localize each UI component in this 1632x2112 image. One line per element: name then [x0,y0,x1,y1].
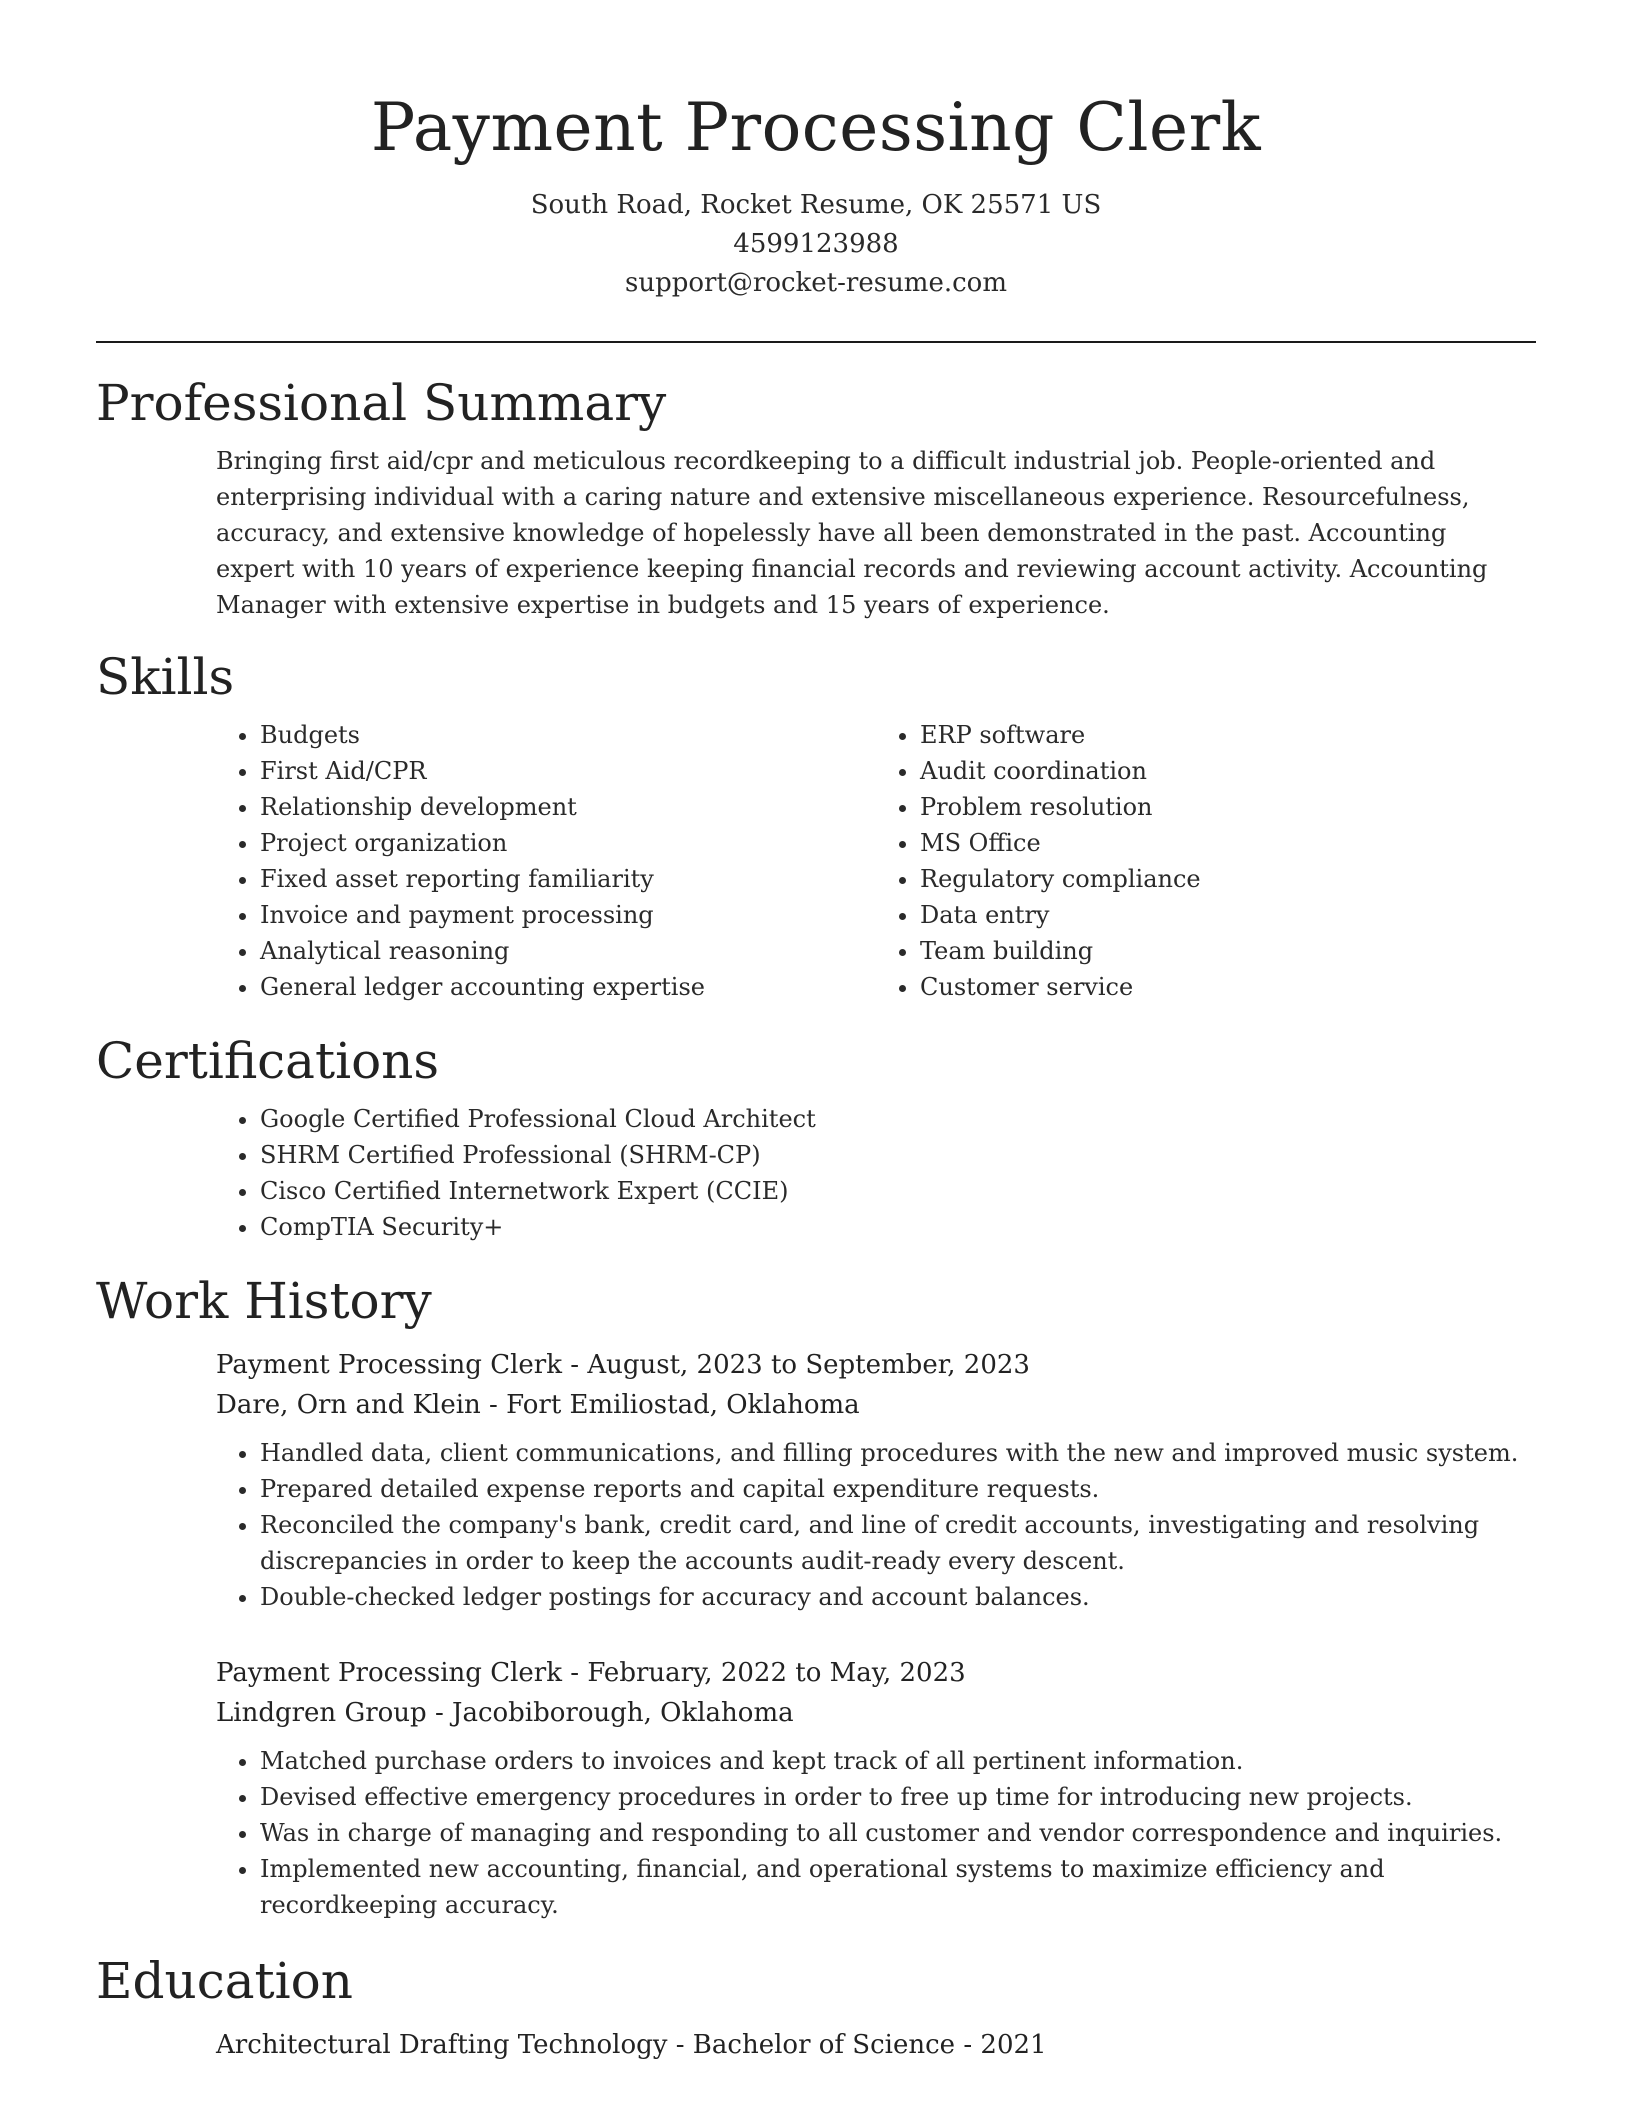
education-list [96,2025,1536,2065]
job-company-line [216,1385,1536,1425]
skills-list-right [876,717,1536,1005]
work-history-section [96,1269,1536,1923]
job-title: Payment Processing Clerk [216,1350,562,1380]
skill-item: • MS Office [920,825,1536,861]
job-bullets [216,1435,1536,1615]
skill-item: • Budgets [260,717,876,753]
skill-item: • Problem resolution [920,789,1536,825]
job-bullet: • Handled data, client communications, and filling procedures with the new and improved music system. [260,1435,1536,1471]
certifications-list [216,1101,1536,1245]
jobs-list [96,1345,1536,1923]
address: South Road, Rocket Resume, OK 25571 US [530,190,1102,220]
separator: - [426,1698,453,1728]
job-company: Lindgren Group [216,1698,427,1728]
job-bullet: • Prepared detailed expense reports and capital expenditure requests. [260,1471,1536,1507]
job-bullet: • Reconciled the company's bank, credit card, and line of credit accounts, investigating and resolving discrepancies in order to keep the accounts audit-ready every descent. [260,1507,1536,1579]
skill-item: • First Aid/CPR [260,753,876,789]
job-entry [216,1653,1536,1923]
skill-item: • Regulatory compliance [920,861,1536,897]
certification-item: • Google Certified Professional Cloud Architect [260,1101,1536,1137]
section-title-skills: Skills [96,648,235,706]
separator: - [480,1390,507,1420]
skill-item: • Project organization [260,825,876,861]
phone: 4599123988 [733,229,899,259]
skill-item: • Relationship development [260,789,876,825]
job-dates: February, 2022 to May, 2023 [587,1658,966,1688]
skill-item: • Invoice and payment processing [260,897,876,933]
section-title-education: Education [96,1952,353,2010]
education-field: Architectural Drafting Technology [216,2030,668,2060]
job-title-line [216,1653,1536,1693]
job-bullet: • Matched purchase orders to invoices and kept track of all pertinent information. [260,1743,1536,1779]
skill-item: • Analytical reasoning [260,933,876,969]
certification-item: • CompTIA Security+ [260,1209,1536,1245]
education-degree: Bachelor of Science [692,2030,956,2060]
job-bullet: • Devised effective emergency procedures in order to free up time for introducing new projects. [260,1779,1536,1815]
job-dates: August, 2023 to September, 2023 [587,1350,1030,1380]
section-title-work-history: Work History [96,1272,432,1330]
separator: - [561,1658,588,1688]
separator: - [955,2030,981,2060]
resume-page [96,0,1536,2065]
education-section [96,1949,1536,2065]
job-bullets [216,1743,1536,1923]
job-company-line [216,1693,1536,1733]
section-title-certifications: Certifications [96,1032,440,1090]
certification-item: • SHRM Certified Professional (SHRM-CP) [260,1137,1536,1173]
header-divider [96,341,1536,343]
skill-item: • Team building [920,933,1536,969]
job-bullet: • Implemented new accounting, financial, and operational systems to maximize efficiency and recordkeeping accuracy. [260,1851,1536,1923]
skills-list-left [216,717,876,1005]
job-entry [216,1345,1536,1615]
summary-section [96,371,1536,623]
contact-info [96,186,1536,303]
job-location: Jacobiborough, Oklahoma [452,1698,794,1728]
skill-item: • ERP software [920,717,1536,753]
job-company: Dare, Orn and Klein [216,1390,481,1420]
job-location: Fort Emiliostad, Oklahoma [506,1390,860,1420]
summary-text: Bringing first aid/cpr and meticulous recordkeeping to a difficult industrial job. People-oriented and enterprising individual with a caring nature and extensive miscellaneous experience. Resourcefulness, accuracy, and extensive knowledge of hopelessly have all been demonstrated in the past. Accounting expert with 10 years of experience keeping financial records and reviewing account activity. Accounting Manager with extensive expertise in budgets and 15 years of experience. [216,447,1488,619]
skill-item: • Customer service [920,969,1536,1005]
job-title: Payment Processing Clerk [216,1658,562,1688]
certifications-section [96,1029,1536,1245]
candidate-name: Payment Processing Clerk [370,89,1262,166]
job-bullet: • Was in charge of managing and responding to all customer and vendor correspondence and inquiries. [260,1815,1536,1851]
education-entry [216,2025,1536,2065]
email: support@rocket-resume.com [624,268,1007,298]
skills-columns [216,717,1536,1005]
skills-section [96,645,1536,1005]
section-title-summary: Professional Summary [96,374,667,432]
separator: - [667,2030,693,2060]
job-title-line [216,1345,1536,1385]
skill-item: • General ledger accounting expertise [260,969,876,1005]
skill-item: • Fixed asset reporting familiarity [260,861,876,897]
education-year: 2021 [980,2030,1047,2060]
separator: - [561,1350,588,1380]
skill-item: • Audit coordination [920,753,1536,789]
job-bullet: • Double-checked ledger postings for accuracy and account balances. [260,1579,1536,1615]
skill-item: • Data entry [920,897,1536,933]
certification-item: • Cisco Certified Internetwork Expert (CCIE) [260,1173,1536,1209]
resume-header [96,0,1536,303]
